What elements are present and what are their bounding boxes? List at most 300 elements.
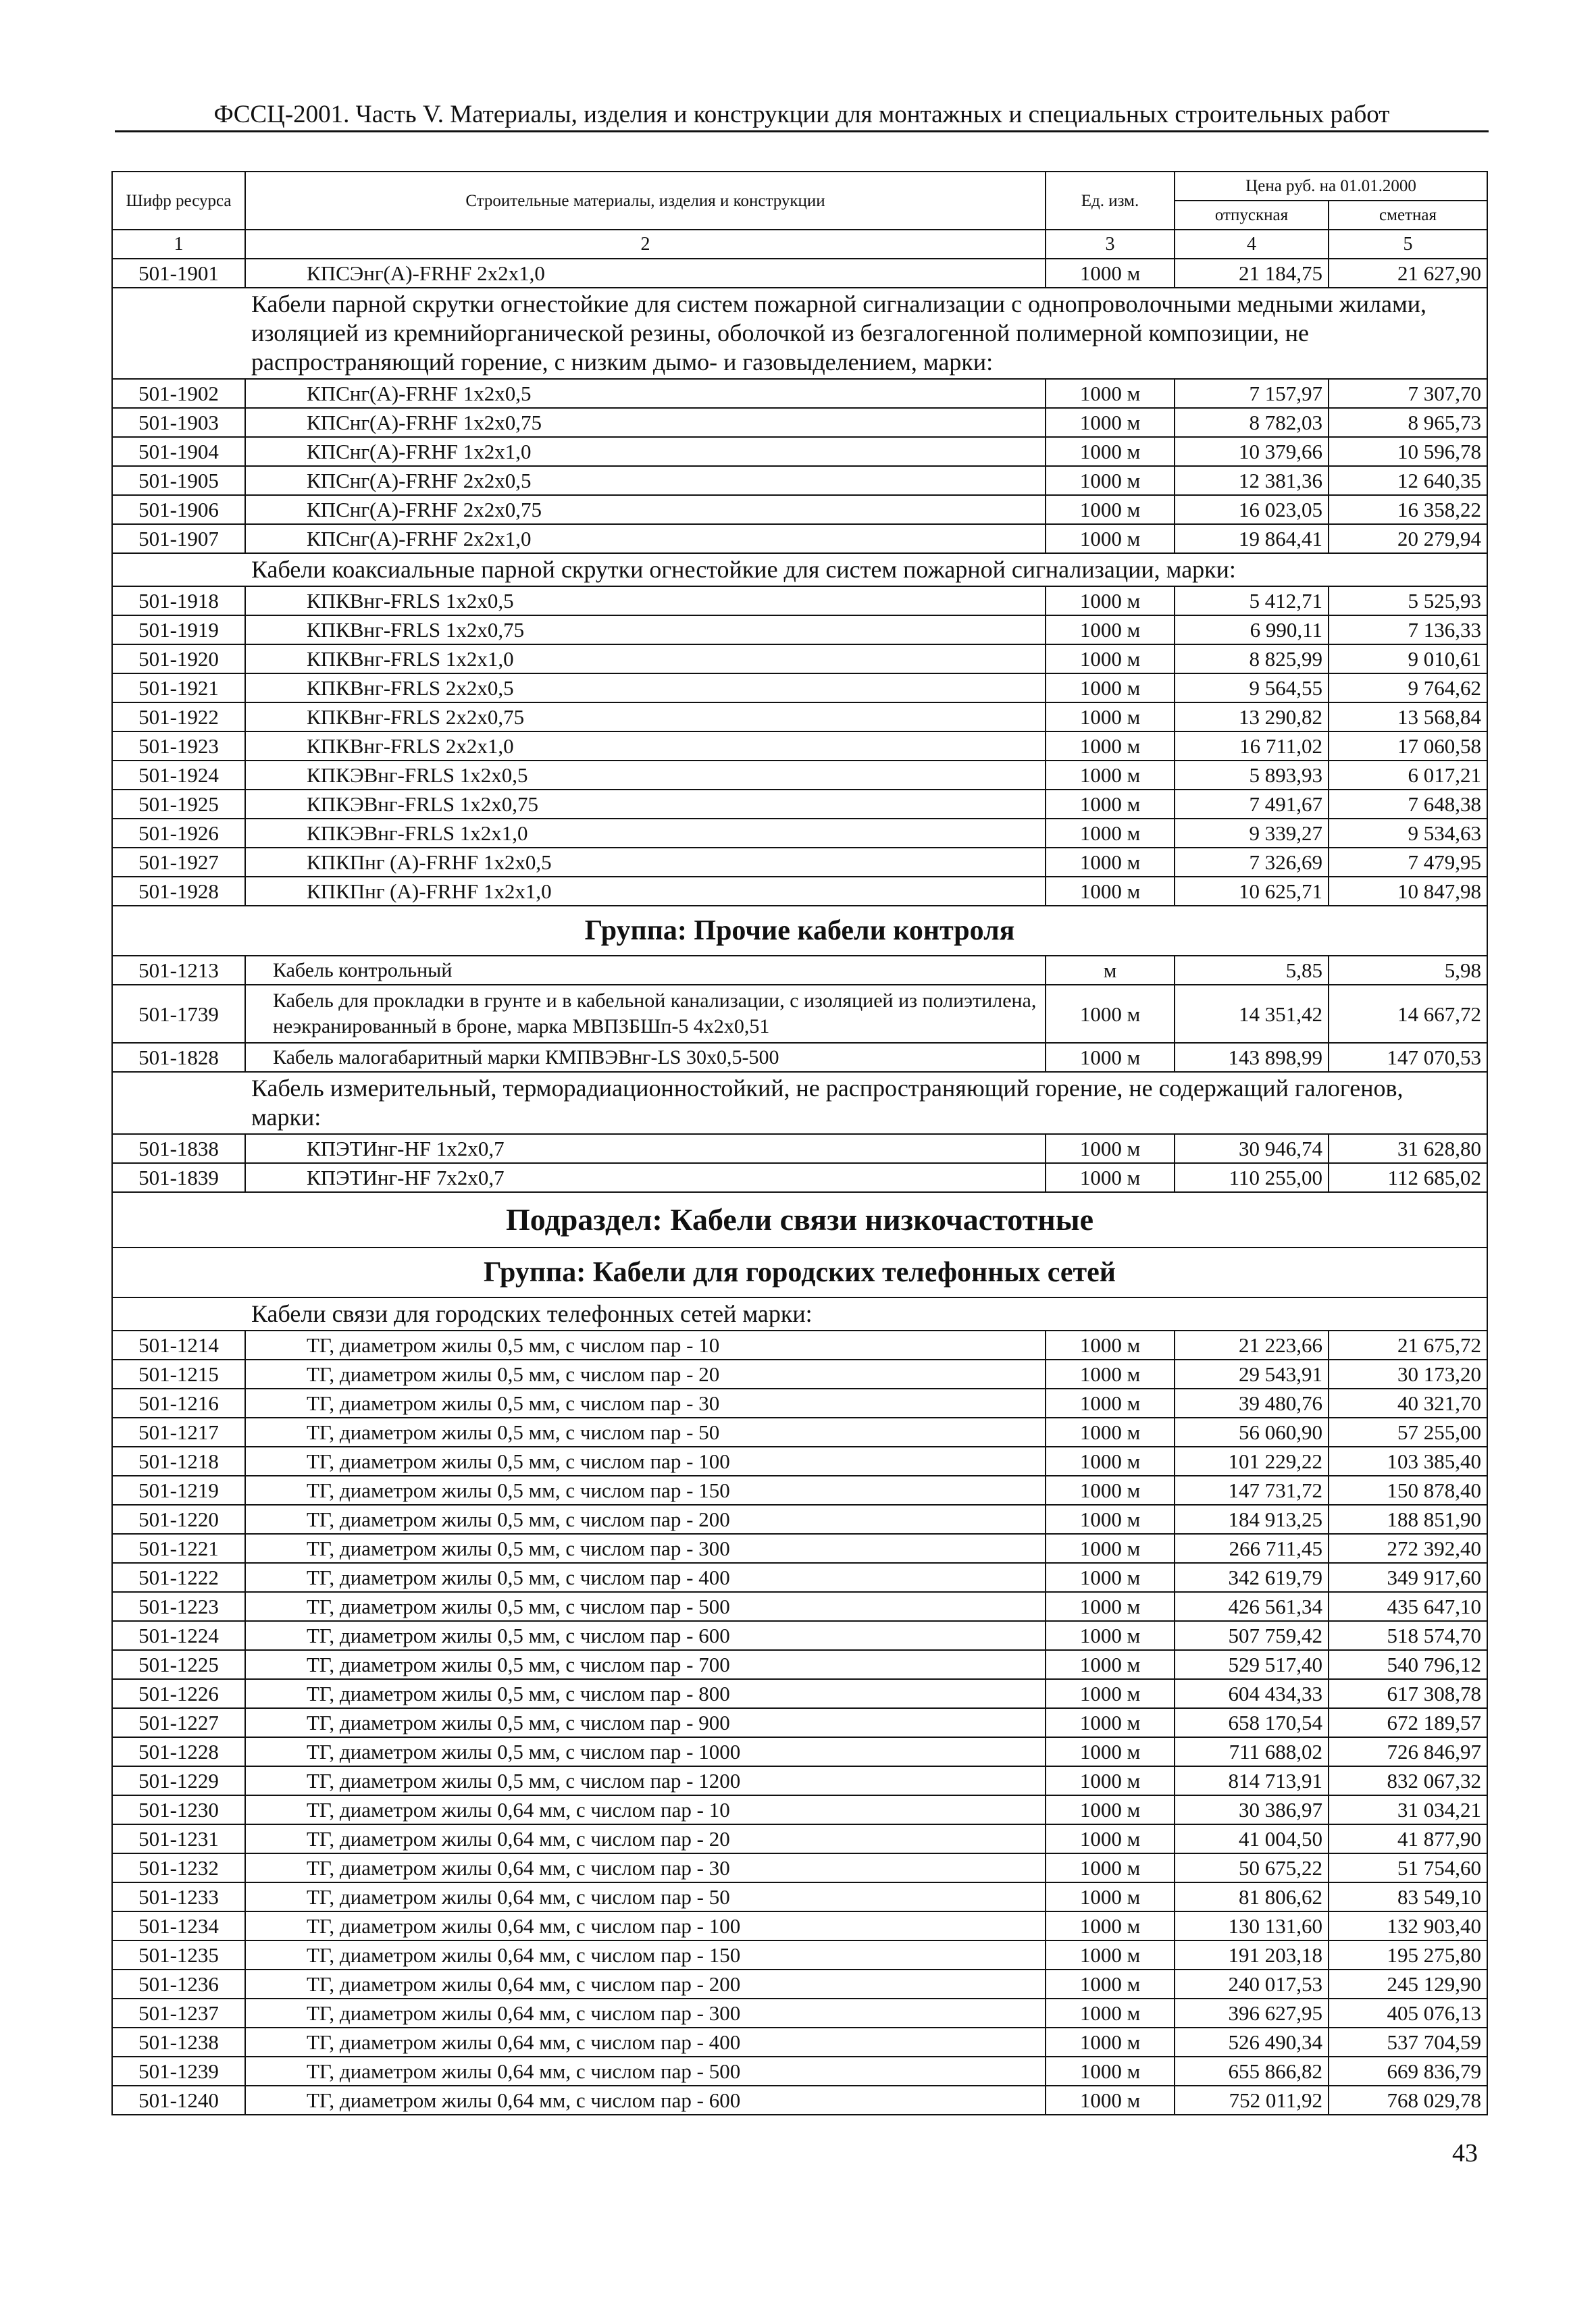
resource-code-cell: 501-1228: [112, 1737, 245, 1766]
unit-cell: 1000 м: [1046, 673, 1175, 702]
estimate-price-cell: 669 836,79: [1329, 2057, 1487, 2086]
release-price-cell: 658 170,54: [1175, 1708, 1329, 1737]
material-name-cell: Кабель малогабаритный марки КМПВЭВнг-LS 30x0,5-500: [245, 1043, 1046, 1072]
estimate-price-cell: 40 321,70: [1329, 1389, 1487, 1418]
release-price-cell: 30 386,97: [1175, 1795, 1329, 1824]
material-name-cell: КПСнг(А)-FRHF 2x2x0,5: [245, 466, 1046, 495]
column-header-unit: Ед. изм.: [1046, 172, 1175, 230]
estimate-price-cell: 5,98: [1329, 956, 1487, 985]
unit-cell: 1000 м: [1046, 1737, 1175, 1766]
table-row: [112, 1563, 1487, 1592]
release-price-cell: 10 625,71: [1175, 877, 1329, 906]
material-name-cell: ТГ, диаметром жилы 0,5 мм, с числом пар - 300: [245, 1534, 1046, 1563]
estimate-price-cell: 8 965,73: [1329, 408, 1487, 437]
table-row: [112, 524, 1487, 553]
resource-code-cell: 501-1907: [112, 524, 245, 553]
table-row: [112, 1534, 1487, 1563]
material-name-cell: КПЭТИнг-HF 7x2x0,7: [245, 1163, 1046, 1192]
table-row: [112, 1163, 1487, 1192]
price-table: [111, 171, 1488, 2115]
material-name-cell: ТГ, диаметром жилы 0,5 мм, с числом пар - 20: [245, 1360, 1046, 1389]
resource-code-cell: 501-1226: [112, 1679, 245, 1708]
resource-code-cell: 501-1230: [112, 1795, 245, 1824]
table-row: [112, 259, 1487, 288]
material-name-cell: ТГ, диаметром жилы 0,5 мм, с числом пар - 700: [245, 1650, 1046, 1679]
resource-code-cell: 501-1239: [112, 2057, 245, 2086]
table-row: [112, 731, 1487, 761]
release-price-cell: 5 893,93: [1175, 761, 1329, 790]
release-price-cell: 50 675,22: [1175, 1853, 1329, 1882]
estimate-price-cell: 12 640,35: [1329, 466, 1487, 495]
resource-code-cell: 501-1926: [112, 819, 245, 848]
estimate-price-cell: 9 764,62: [1329, 673, 1487, 702]
estimate-price-cell: 57 255,00: [1329, 1418, 1487, 1447]
resource-code-cell: 501-1225: [112, 1650, 245, 1679]
material-name-cell: КПКЭВнг-FRLS 1x2x1,0: [245, 819, 1046, 848]
estimate-price-cell: 195 275,80: [1329, 1940, 1487, 1970]
table-row: [112, 2086, 1487, 2115]
table-row: [112, 848, 1487, 877]
material-name-cell: ТГ, диаметром жилы 0,5 мм, с числом пар - 400: [245, 1563, 1046, 1592]
category-description-row: [112, 1297, 1487, 1331]
estimate-price-cell: 245 129,90: [1329, 1970, 1487, 1999]
resource-code-cell: 501-1918: [112, 586, 245, 615]
resource-code-cell: 501-1223: [112, 1592, 245, 1621]
material-name-cell: КПСнг(А)-FRHF 1x2x1,0: [245, 437, 1046, 466]
unit-cell: 1000 м: [1046, 408, 1175, 437]
resource-code-cell: 501-1237: [112, 1999, 245, 2028]
estimate-price-cell: 672 189,57: [1329, 1708, 1487, 1737]
release-price-cell: 8 825,99: [1175, 644, 1329, 673]
estimate-price-cell: 832 067,32: [1329, 1766, 1487, 1795]
unit-cell: 1000 м: [1046, 1853, 1175, 1882]
material-name-cell: КПСнг(А)-FRHF 2x2x0,75: [245, 495, 1046, 524]
release-price-cell: 110 255,00: [1175, 1163, 1329, 1192]
resource-code-cell: 501-1919: [112, 615, 245, 644]
estimate-price-cell: 768 029,78: [1329, 2086, 1487, 2115]
material-name-cell: ТГ, диаметром жилы 0,5 мм, с числом пар - 900: [245, 1708, 1046, 1737]
estimate-price-cell: 30 173,20: [1329, 1360, 1487, 1389]
resource-code-cell: 501-1925: [112, 790, 245, 819]
release-price-cell: 56 060,90: [1175, 1418, 1329, 1447]
release-price-cell: 14 351,42: [1175, 985, 1329, 1043]
estimate-price-cell: 272 392,40: [1329, 1534, 1487, 1563]
release-price-cell: 9 339,27: [1175, 819, 1329, 848]
release-price-cell: 9 564,55: [1175, 673, 1329, 702]
resource-code-cell: 501-1227: [112, 1708, 245, 1737]
estimate-price-cell: 435 647,10: [1329, 1592, 1487, 1621]
estimate-price-cell: 31 628,80: [1329, 1134, 1487, 1163]
unit-cell: 1000 м: [1046, 1621, 1175, 1650]
estimate-price-cell: 14 667,72: [1329, 985, 1487, 1043]
table-row: [112, 819, 1487, 848]
table-row: [112, 1331, 1487, 1360]
unit-cell: 1000 м: [1046, 437, 1175, 466]
estimate-price-cell: 17 060,58: [1329, 731, 1487, 761]
unit-cell: 1000 м: [1046, 819, 1175, 848]
column-header-name: Строительные материалы, изделия и конструкции: [245, 172, 1046, 230]
release-price-cell: 19 864,41: [1175, 524, 1329, 553]
table-row: [112, 1766, 1487, 1795]
release-price-cell: 396 627,95: [1175, 1999, 1329, 2028]
unit-cell: 1000 м: [1046, 1708, 1175, 1737]
table-row: [112, 408, 1487, 437]
resource-code-cell: 501-1928: [112, 877, 245, 906]
table-row: [112, 702, 1487, 731]
release-price-cell: 529 517,40: [1175, 1650, 1329, 1679]
release-price-cell: 21 184,75: [1175, 259, 1329, 288]
material-name-cell: КПСнг(А)-FRHF 1x2x0,5: [245, 379, 1046, 408]
estimate-price-cell: 7 479,95: [1329, 848, 1487, 877]
resource-code-cell: 501-1218: [112, 1447, 245, 1476]
resource-code-cell: 501-1213: [112, 956, 245, 985]
resource-code-cell: 501-1222: [112, 1563, 245, 1592]
resource-code-cell: 501-1828: [112, 1043, 245, 1072]
release-price-cell: 426 561,34: [1175, 1592, 1329, 1621]
resource-code-cell: 501-1232: [112, 1853, 245, 1882]
release-price-cell: 507 759,42: [1175, 1621, 1329, 1650]
category-description: Кабели парной скрутки огнестойкие для систем пожарной сигнализации с однопроволочными медными жилами, изоляцией из кремнийорганической резины, оболочкой из безгалогенной полимерной композиции, не распространяющий горение, с низким дымо- и газовыделением, марки:: [112, 288, 1487, 379]
table-row: [112, 2057, 1487, 2086]
unit-cell: 1000 м: [1046, 259, 1175, 288]
material-name-cell: КПКВнг-FRLS 2x2x0,75: [245, 702, 1046, 731]
resource-code-cell: 501-1219: [112, 1476, 245, 1505]
resource-code-cell: 501-1236: [112, 1970, 245, 1999]
resource-code-cell: 501-1233: [112, 1882, 245, 1911]
column-header-code: Шифр ресурса: [112, 172, 245, 230]
release-price-cell: 7 491,67: [1175, 790, 1329, 819]
release-price-cell: 10 379,66: [1175, 437, 1329, 466]
unit-cell: 1000 м: [1046, 466, 1175, 495]
column-header-release-price: отпускная: [1175, 201, 1329, 230]
release-price-cell: 266 711,45: [1175, 1534, 1329, 1563]
material-name-cell: ТГ, диаметром жилы 0,64 мм, с числом пар - 300: [245, 1999, 1046, 2028]
table-row: [112, 437, 1487, 466]
material-name-cell: ТГ, диаметром жилы 0,5 мм, с числом пар - 600: [245, 1621, 1046, 1650]
release-price-cell: 16 711,02: [1175, 731, 1329, 761]
unit-cell: 1000 м: [1046, 1331, 1175, 1360]
material-name-cell: ТГ, диаметром жилы 0,64 мм, с числом пар - 600: [245, 2086, 1046, 2115]
material-name-cell: ТГ, диаметром жилы 0,64 мм, с числом пар - 10: [245, 1795, 1046, 1824]
table-row: [112, 1853, 1487, 1882]
unit-cell: 1000 м: [1046, 1505, 1175, 1534]
material-name-cell: ТГ, диаметром жилы 0,64 мм, с числом пар - 20: [245, 1824, 1046, 1853]
estimate-price-cell: 540 796,12: [1329, 1650, 1487, 1679]
material-name-cell: КПКЭВнг-FRLS 1x2x0,75: [245, 790, 1046, 819]
material-name-cell: ТГ, диаметром жилы 0,5 мм, с числом пар - 1000: [245, 1737, 1046, 1766]
estimate-price-cell: 51 754,60: [1329, 1853, 1487, 1882]
unit-cell: 1000 м: [1046, 586, 1175, 615]
material-name-cell: ТГ, диаметром жилы 0,64 мм, с числом пар - 500: [245, 2057, 1046, 2086]
table-row: [112, 1882, 1487, 1911]
material-name-cell: КПСнг(А)-FRHF 1x2x0,75: [245, 408, 1046, 437]
column-number: 4: [1175, 230, 1329, 259]
unit-cell: 1000 м: [1046, 1476, 1175, 1505]
unit-cell: 1000 м: [1046, 379, 1175, 408]
estimate-price-cell: 10 847,98: [1329, 877, 1487, 906]
table-row: [112, 1999, 1487, 2028]
material-name-cell: ТГ, диаметром жилы 0,64 мм, с числом пар - 30: [245, 1853, 1046, 1882]
resource-code-cell: 501-1739: [112, 985, 245, 1043]
unit-cell: 1000 м: [1046, 1389, 1175, 1418]
resource-code-cell: 501-1215: [112, 1360, 245, 1389]
material-name-cell: ТГ, диаметром жилы 0,5 мм, с числом пар - 150: [245, 1476, 1046, 1505]
table-row: [112, 1418, 1487, 1447]
unit-cell: 1000 м: [1046, 1563, 1175, 1592]
unit-cell: 1000 м: [1046, 1447, 1175, 1476]
release-price-cell: 16 023,05: [1175, 495, 1329, 524]
column-number: 3: [1046, 230, 1175, 259]
unit-cell: 1000 м: [1046, 1766, 1175, 1795]
table-row: [112, 1795, 1487, 1824]
estimate-price-cell: 5 525,93: [1329, 586, 1487, 615]
resource-code-cell: 501-1927: [112, 848, 245, 877]
estimate-price-cell: 132 903,40: [1329, 1911, 1487, 1940]
release-price-cell: 6 990,11: [1175, 615, 1329, 644]
resource-code-cell: 501-1924: [112, 761, 245, 790]
unit-cell: 1000 м: [1046, 877, 1175, 906]
release-price-cell: 29 543,91: [1175, 1360, 1329, 1389]
resource-code-cell: 501-1231: [112, 1824, 245, 1853]
unit-cell: 1000 м: [1046, 2086, 1175, 2115]
release-price-cell: 7 326,69: [1175, 848, 1329, 877]
unit-cell: м: [1046, 956, 1175, 985]
resource-code-cell: 501-1921: [112, 673, 245, 702]
resource-code-cell: 501-1217: [112, 1418, 245, 1447]
column-number: 5: [1329, 230, 1487, 259]
table-row: [112, 379, 1487, 408]
release-price-cell: 30 946,74: [1175, 1134, 1329, 1163]
resource-code-cell: 501-1901: [112, 259, 245, 288]
table-row: [112, 1911, 1487, 1940]
release-price-cell: 41 004,50: [1175, 1824, 1329, 1853]
unit-cell: 1000 м: [1046, 1911, 1175, 1940]
estimate-price-cell: 726 846,97: [1329, 1737, 1487, 1766]
resource-code-cell: 501-1905: [112, 466, 245, 495]
release-price-cell: 526 490,34: [1175, 2028, 1329, 2057]
unit-cell: 1000 м: [1046, 1882, 1175, 1911]
table-row: [112, 1389, 1487, 1418]
resource-code-cell: 501-1238: [112, 2028, 245, 2057]
unit-cell: 1000 м: [1046, 615, 1175, 644]
material-name-cell: ТГ, диаметром жилы 0,64 мм, с числом пар - 50: [245, 1882, 1046, 1911]
resource-code-cell: 501-1922: [112, 702, 245, 731]
material-name-cell: КПЭТИнг-HF 1x2x0,7: [245, 1134, 1046, 1163]
material-name-cell: Кабель контрольный: [245, 956, 1046, 985]
category-description: Кабели связи для городских телефонных сетей марки:: [112, 1297, 1487, 1331]
material-name-cell: ТГ, диаметром жилы 0,5 мм, с числом пар - 800: [245, 1679, 1046, 1708]
release-price-cell: 655 866,82: [1175, 2057, 1329, 2086]
page-header: ФССЦ-2001. Часть V. Материалы, изделия и конструкции для монтажных и специальных строительных работ: [213, 101, 1390, 128]
unit-cell: 1000 м: [1046, 2057, 1175, 2086]
unit-cell: 1000 м: [1046, 1360, 1175, 1389]
unit-cell: 1000 м: [1046, 1940, 1175, 1970]
estimate-price-cell: 16 358,22: [1329, 495, 1487, 524]
resource-code-cell: 501-1904: [112, 437, 245, 466]
release-price-cell: 143 898,99: [1175, 1043, 1329, 1072]
release-price-cell: 21 223,66: [1175, 1331, 1329, 1360]
table-row: [112, 1134, 1487, 1163]
table-row: [112, 761, 1487, 790]
table-row: [112, 615, 1487, 644]
estimate-price-cell: 112 685,02: [1329, 1163, 1487, 1192]
release-price-cell: 8 782,03: [1175, 408, 1329, 437]
unit-cell: 1000 м: [1046, 1134, 1175, 1163]
group-heading-row: [112, 906, 1487, 956]
subsection-heading: Подраздел: Кабели связи низкочастотные: [112, 1192, 1487, 1248]
unit-cell: 1000 м: [1046, 1999, 1175, 2028]
table-row: [112, 495, 1487, 524]
material-name-cell: КПКВнг-FRLS 2x2x0,5: [245, 673, 1046, 702]
estimate-price-cell: 349 917,60: [1329, 1563, 1487, 1592]
material-name-cell: ТГ, диаметром жилы 0,5 мм, с числом пар - 200: [245, 1505, 1046, 1534]
estimate-price-cell: 6 017,21: [1329, 761, 1487, 790]
resource-code-cell: 501-1902: [112, 379, 245, 408]
material-name-cell: ТГ, диаметром жилы 0,64 мм, с числом пар - 100: [245, 1911, 1046, 1940]
category-description-row: [112, 553, 1487, 586]
estimate-price-cell: 83 549,10: [1329, 1882, 1487, 1911]
page-number: 43: [1452, 2139, 1478, 2167]
unit-cell: 1000 м: [1046, 1970, 1175, 1999]
estimate-price-cell: 537 704,59: [1329, 2028, 1487, 2057]
estimate-price-cell: 405 076,13: [1329, 1999, 1487, 2028]
release-price-cell: 184 913,25: [1175, 1505, 1329, 1534]
table-row: [112, 985, 1487, 1043]
column-number: 2: [245, 230, 1046, 259]
estimate-price-cell: 9 010,61: [1329, 644, 1487, 673]
material-name-cell: ТГ, диаметром жилы 0,5 мм, с числом пар - 500: [245, 1592, 1046, 1621]
unit-cell: 1000 м: [1046, 790, 1175, 819]
category-description-row: [112, 288, 1487, 379]
unit-cell: 1000 м: [1046, 1418, 1175, 1447]
unit-cell: 1000 м: [1046, 1592, 1175, 1621]
unit-cell: 1000 м: [1046, 731, 1175, 761]
unit-cell: 1000 м: [1046, 644, 1175, 673]
table-row: [112, 1650, 1487, 1679]
table-row: [112, 2028, 1487, 2057]
table-row: [112, 1737, 1487, 1766]
resource-code-cell: 501-1234: [112, 1911, 245, 1940]
table-row: [112, 586, 1487, 615]
table-row: [112, 1043, 1487, 1072]
table-row: [112, 877, 1487, 906]
release-price-cell: 604 434,33: [1175, 1679, 1329, 1708]
release-price-cell: 13 290,82: [1175, 702, 1329, 731]
resource-code-cell: 501-1906: [112, 495, 245, 524]
material-name-cell: ТГ, диаметром жилы 0,5 мм, с числом пар - 1200: [245, 1766, 1046, 1795]
estimate-price-cell: 7 307,70: [1329, 379, 1487, 408]
resource-code-cell: 501-1838: [112, 1134, 245, 1163]
material-name-cell: КПКПнг (А)-FRHF 1x2x0,5: [245, 848, 1046, 877]
material-name-cell: КПКЭВнг-FRLS 1x2x0,5: [245, 761, 1046, 790]
resource-code-cell: 501-1221: [112, 1534, 245, 1563]
unit-cell: 1000 м: [1046, 1534, 1175, 1563]
table-row: [112, 1505, 1487, 1534]
material-name-cell: ТГ, диаметром жилы 0,5 мм, с числом пар - 100: [245, 1447, 1046, 1476]
estimate-price-cell: 13 568,84: [1329, 702, 1487, 731]
resource-code-cell: 501-1224: [112, 1621, 245, 1650]
material-name-cell: КПКПнг (А)-FRHF 1x2x1,0: [245, 877, 1046, 906]
table-row: [112, 673, 1487, 702]
resource-code-cell: 501-1920: [112, 644, 245, 673]
material-name-cell: ТГ, диаметром жилы 0,5 мм, с числом пар - 10: [245, 1331, 1046, 1360]
release-price-cell: 101 229,22: [1175, 1447, 1329, 1476]
material-name-cell: КПКВнг-FRLS 1x2x0,75: [245, 615, 1046, 644]
estimate-price-cell: 147 070,53: [1329, 1043, 1487, 1072]
unit-cell: 1000 м: [1046, 1795, 1175, 1824]
unit-cell: 1000 м: [1046, 495, 1175, 524]
release-price-cell: 81 806,62: [1175, 1882, 1329, 1911]
table-row: [112, 466, 1487, 495]
release-price-cell: 240 017,53: [1175, 1970, 1329, 1999]
header-divider: [115, 130, 1489, 132]
category-description: Кабели коаксиальные парной скрутки огнестойкие для систем пожарной сигнализации, марки:: [112, 553, 1487, 586]
resource-code-cell: 501-1923: [112, 731, 245, 761]
release-price-cell: 5,85: [1175, 956, 1329, 985]
estimate-price-cell: 31 034,21: [1329, 1795, 1487, 1824]
material-name-cell: КПСЭнг(А)-FRHF 2x2x1,0: [245, 259, 1046, 288]
resource-code-cell: 501-1220: [112, 1505, 245, 1534]
release-price-cell: 12 381,36: [1175, 466, 1329, 495]
unit-cell: 1000 м: [1046, 524, 1175, 553]
estimate-price-cell: 7 136,33: [1329, 615, 1487, 644]
column-header-price: Цена руб. на 01.01.2000: [1175, 172, 1487, 201]
table-row: [112, 1824, 1487, 1853]
group-heading: Группа: Кабели для городских телефонных сетей: [112, 1248, 1487, 1297]
release-price-cell: 814 713,91: [1175, 1766, 1329, 1795]
unit-cell: 1000 м: [1046, 1650, 1175, 1679]
estimate-price-cell: 10 596,78: [1329, 437, 1487, 466]
material-name-cell: ТГ, диаметром жилы 0,5 мм, с числом пар - 50: [245, 1418, 1046, 1447]
resource-code-cell: 501-1216: [112, 1389, 245, 1418]
table-header-row: [112, 172, 1487, 201]
estimate-price-cell: 188 851,90: [1329, 1505, 1487, 1534]
unit-cell: 1000 м: [1046, 761, 1175, 790]
table-row: [112, 1621, 1487, 1650]
material-name-cell: Кабель для прокладки в грунте и в кабельной канализации, с изоляцией из полиэтилена, неэкранированный в броне, марка МВПЗБШп-5 4x2x0,51: [245, 985, 1046, 1043]
estimate-price-cell: 617 308,78: [1329, 1679, 1487, 1708]
unit-cell: 1000 м: [1046, 702, 1175, 731]
estimate-price-cell: 7 648,38: [1329, 790, 1487, 819]
resource-code-cell: 501-1214: [112, 1331, 245, 1360]
release-price-cell: 752 011,92: [1175, 2086, 1329, 2115]
material-name-cell: ТГ, диаметром жилы 0,64 мм, с числом пар - 150: [245, 1940, 1046, 1970]
estimate-price-cell: 41 877,90: [1329, 1824, 1487, 1853]
estimate-price-cell: 150 878,40: [1329, 1476, 1487, 1505]
table-row: [112, 1592, 1487, 1621]
table-row: [112, 956, 1487, 985]
table-row: [112, 790, 1487, 819]
table-row: [112, 644, 1487, 673]
table-row: [112, 1708, 1487, 1737]
column-number: 1: [112, 230, 245, 259]
unit-cell: 1000 м: [1046, 1824, 1175, 1853]
release-price-cell: 130 131,60: [1175, 1911, 1329, 1940]
estimate-price-cell: 21 627,90: [1329, 259, 1487, 288]
release-price-cell: 7 157,97: [1175, 379, 1329, 408]
table-row: [112, 1360, 1487, 1389]
table-row: [112, 1679, 1487, 1708]
price-table-body: [112, 172, 1487, 2115]
table-row: [112, 1940, 1487, 1970]
release-price-cell: 5 412,71: [1175, 586, 1329, 615]
release-price-cell: 147 731,72: [1175, 1476, 1329, 1505]
resource-code-cell: 501-1839: [112, 1163, 245, 1192]
table-row: [112, 1970, 1487, 1999]
material-name-cell: ТГ, диаметром жилы 0,5 мм, с числом пар - 30: [245, 1389, 1046, 1418]
unit-cell: 1000 м: [1046, 848, 1175, 877]
unit-cell: 1000 м: [1046, 2028, 1175, 2057]
